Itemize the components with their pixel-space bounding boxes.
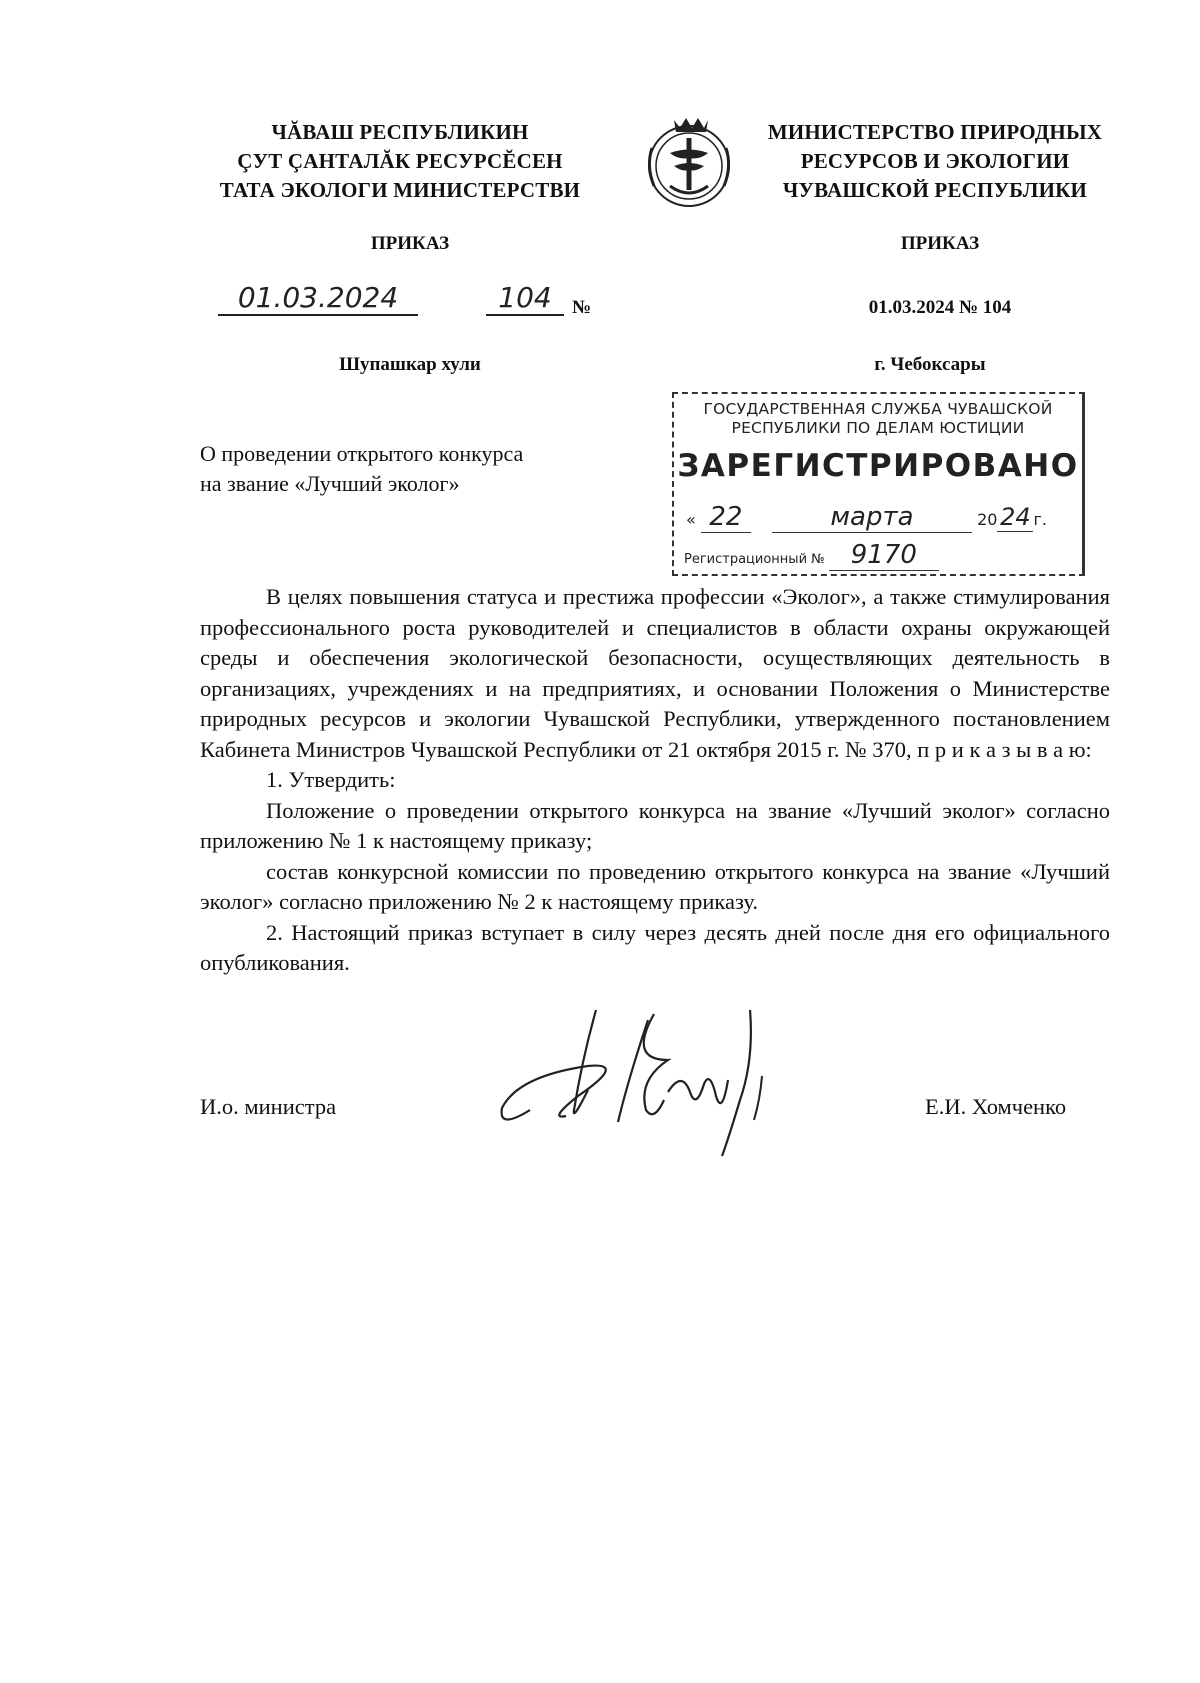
paragraph-item-2: 2. Настоящий приказ вступает в силу через десять дней после дня его официального опубликования.: [200, 919, 1110, 975]
document-title: [200, 439, 660, 499]
document-title-line-2: на звание «Лучший эколог»: [200, 471, 460, 496]
header-russian-line-1: МИНИСТЕРСТВО ПРИРОДНЫХ: [767, 120, 1103, 144]
header-chuvash-line-2: ÇУТ ÇАНТАЛĂК РЕСУРСĔСЕН: [237, 149, 563, 173]
paragraph-regulation: Положение о проведении открытого конкурса на звание «Лучший эколог» согласно приложению № 1 к настоящему приказу;: [200, 797, 1110, 853]
paragraph-item-1: 1. Утвердить:: [266, 767, 396, 792]
city-russian: г. Чебоксары: [874, 354, 986, 375]
stamp-reg-label: Регистрационный №: [684, 552, 825, 567]
stamp-reg-number: 9170: [829, 540, 939, 571]
stamp-line-2: РЕСПУБЛИКИ ПО ДЕЛАМ ЮСТИЦИИ: [731, 419, 1025, 437]
stamp-open-quote: «: [686, 510, 696, 529]
order-label-left: ПРИКАЗ: [370, 233, 450, 254]
stamp-year-end: г.: [1033, 510, 1047, 529]
header-chuvash-line-3: ТАТА ЭКОЛОГИ МИНИСТЕРСТВИ: [219, 178, 581, 202]
header-russian-line-2: РЕСУРСОВ И ЭКОЛОГИИ: [800, 149, 1070, 173]
stamp-reg-row: [684, 540, 1074, 571]
registration-stamp: [672, 392, 1085, 576]
handwritten-date: 01.03.2024: [218, 281, 418, 316]
stamp-date-row: [686, 502, 1076, 533]
order-date-number: 01.03.2024 № 104: [868, 297, 1012, 318]
header-chuvash: [180, 118, 620, 205]
number-sign: №: [572, 297, 592, 318]
chuvash-emblem-icon: [640, 108, 738, 212]
paragraph-preamble: В целях повышения статуса и престижа профессии «Эколог», а также стимулирования профессионального роста руководителей и специалистов в области охраны окружающей среды и обеспечения экологической безопасности, осуществляющих деятельность в организациях, учреждениях и на предприятиях, и основании Положения о Министерстве природных ресурсов и экологии Чувашской Республики, утвержденного постановлением Кабинета Министров Чувашской Республики от 21 октября 2015 г. № 370, п р и к а з ы в а ю:: [200, 584, 1110, 762]
document-body: [200, 582, 1110, 979]
signatory-name: Е.И. Хомченко: [925, 1094, 1067, 1119]
stamp-status: ЗАРЕГИСТРИРОВАНО: [677, 448, 1079, 484]
handwritten-signature: [478, 1000, 808, 1160]
header-russian: [745, 118, 1125, 205]
stamp-day: 22: [701, 502, 751, 533]
signatory-position: И.о. министра: [200, 1094, 337, 1119]
stamp-line-1: ГОСУДАРСТВЕННАЯ СЛУЖБА ЧУВАШСКОЙ: [703, 400, 1053, 418]
city-chuvash: Шупашкар хули: [339, 354, 481, 375]
header-russian-line-3: ЧУВАШСКОЙ РЕСПУБЛИКИ: [782, 178, 1088, 202]
stamp-year-suffix: 24: [997, 503, 1033, 532]
paragraph-commission: состав конкурсной комиссии по проведению открытого конкурса на звание «Лучший эколог» согласно приложению № 2 к настоящему приказу.: [200, 858, 1110, 914]
stamp-month: марта: [772, 502, 972, 533]
order-label-right: ПРИКАЗ: [900, 233, 980, 254]
document-title-line-1: О проведении открытого конкурса: [200, 441, 524, 466]
handwritten-number: 104: [486, 281, 564, 316]
header-chuvash-line-1: ЧĂВАШ РЕСПУБЛИКИН: [271, 120, 529, 144]
stamp-year-prefix: 20: [977, 510, 998, 529]
